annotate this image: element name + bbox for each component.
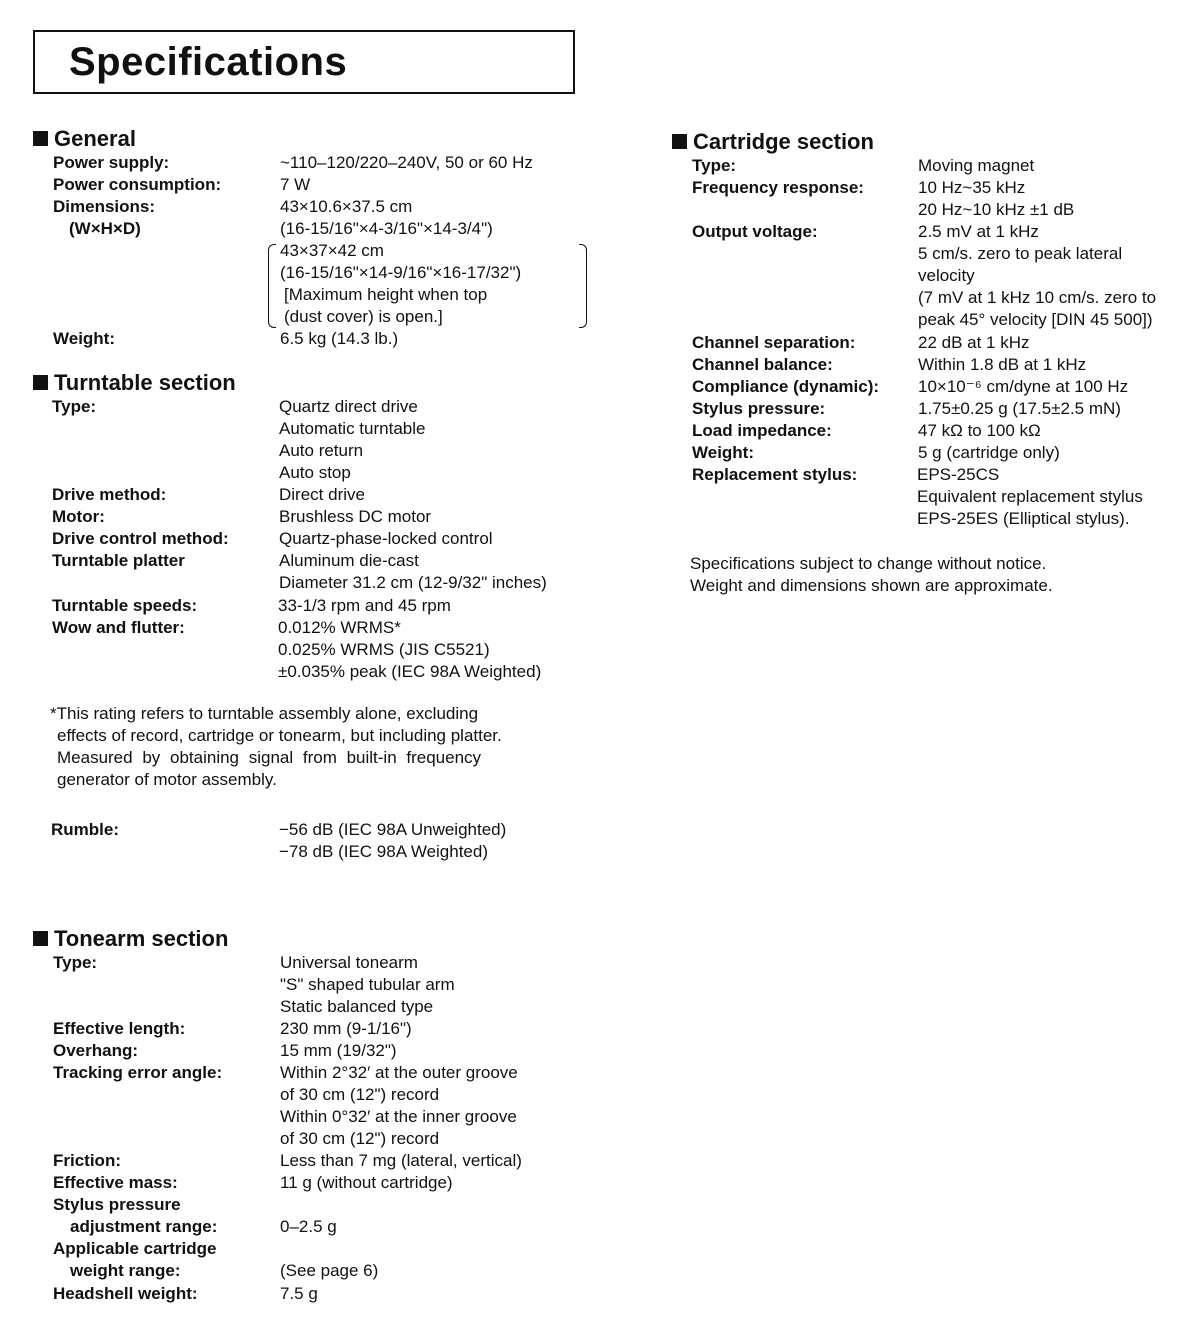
general-section: General Power supply: ~110–120/220–240V, 50 or 60 Hz Power consumption: 7 W Dimensions: (W×H×D) 43×10.6×37.5 cm (16-15/16"×4-3/16"×14-3/4") 43×37×42 cm (16-15/16"×14-9/16"×16-17/32") [Maximum height when top (dust cover) is open.] Weight: 6.5 kg (14.3 lb.) <box>33 126 593 152</box>
square-bullet-icon <box>33 931 48 946</box>
cartridge-section: Cartridge section Type: Moving magnet Frequency response: 10 Hz~35 kHz 20 Hz~10 kHz ±1 dB Output voltage: 2.5 mV at 1 kHz 5 cm/s. zero to peak lateral velocity (7 mV at 1 kHz 10 cm/s. zero to peak 45° velocity [DIN 45 500]) Channel separation: 22 dB at 1 kHz Channel balance: Within 1.8 dB at 1 kHz Compliance (dynamic): 10×10⁻⁶ cm/dyne at 100 Hz Stylus pressure: 1.75±0.25 g (17.5±2.5 mN) Load impedance: 47 kΩ to 100 kΩ Weight: 5 g (cartridge only) Replacement stylus: EPS-25CS Equivalent replacement stylus EPS-25ES (Elliptical stylus). <box>672 129 1192 155</box>
page-title: Specifications <box>69 40 348 84</box>
tonearm-section: Tonearm section Type: Universal tonearm "S" shaped tubular arm Static balanced type Effective length: 230 mm (9-1/16") Overhang: 15 mm (19/32") Tracking error angle: Within 2°32′ at the outer groove of 30 cm (12") record Within 0°32′ at the inner groove of 30 cm (12") record Friction: Less than 7 mg (lateral, vertical) Effective mass: 11 g (without cartridge) Stylus pressure adjustment range: 0–2.5 g Applicable cartridge weight range: (See page 6) Headshell weight: 7.5 g <box>33 926 593 952</box>
title-box <box>33 30 575 94</box>
tonearm-heading: Tonearm section <box>33 926 593 952</box>
square-bullet-icon <box>33 375 48 390</box>
right-bracket <box>579 244 587 328</box>
square-bullet-icon <box>33 131 48 146</box>
turntable-section: Turntable section Type: Quartz direct drive Automatic turntable Auto return Auto stop Drive method: Direct drive Motor: Brushless DC motor Drive control method: Quartz-phase-locked control Turntable platter Aluminum die-cast Diameter 31.2 cm (12-9/32" inches) Turntable speeds: 33-1/3 rpm and 45 rpm Wow and flutter: 0.012% WRMS* 0.025% WRMS (JIS C5521) ±0.035% peak (IEC 98A Weighted) <box>33 370 593 396</box>
cartridge-heading: Cartridge section <box>672 129 1192 155</box>
footnote: *This rating refers to turntable assembly alone, excluding effects of record, cartridge or tonearm, but including platter. Measured by obtaining signal from built-in frequency generator of motor assembly. <box>50 704 502 789</box>
notice: Specifications subject to change without notice. Weight and dimensions shown are approximate. <box>690 554 1053 595</box>
general-heading: General <box>33 126 593 152</box>
turntable-heading: Turntable section <box>33 370 593 396</box>
left-bracket <box>268 244 276 328</box>
square-bullet-icon <box>672 134 687 149</box>
